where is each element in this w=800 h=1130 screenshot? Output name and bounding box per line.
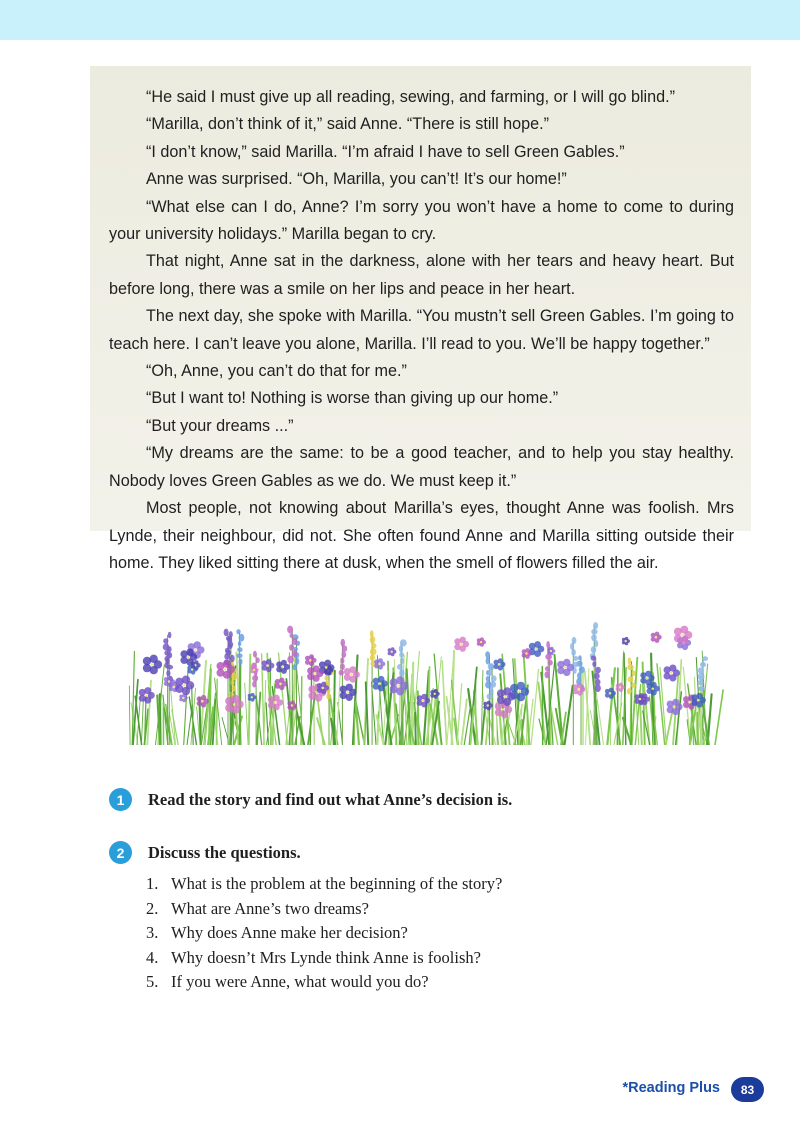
story-paragraph: “My dreams are the same: to be a good teacher, and to help you stay healthy. Nobody loves Green Gables as we do. We must keep it.” [109,444,734,490]
flower-center [609,692,611,694]
task-number-badge: 1 [109,788,132,811]
question-text: Why doesn’t Mrs Lynde think Anne is foolish? [171,947,481,967]
flower-petal [168,652,172,658]
flower-petal [231,673,237,680]
flower-center [279,683,281,685]
flower-petal [287,656,294,664]
flower-petal [237,647,242,652]
flower-petal [326,693,331,700]
grass-blade [715,690,723,745]
flower-petal [251,693,255,697]
flower-petal [281,660,287,666]
flower-center [191,668,193,670]
flower-center [422,699,424,701]
flower-center [291,704,293,706]
flower-center [168,680,170,682]
flower-petal [498,658,503,663]
flower-petal [550,647,554,651]
flower-center [504,696,506,698]
flower-petal [591,629,597,635]
flower-center [460,643,462,645]
flower-petal [279,678,284,683]
flower-petal [378,658,383,663]
flower-petal [230,655,235,663]
flower-petal [488,669,492,676]
flower-petal [287,626,293,634]
flower-petal [236,653,242,658]
flower-petal [252,681,256,688]
flower-center [689,701,691,703]
flower-petal [698,686,704,691]
flower-petal [592,661,596,667]
flower-petal [503,687,511,695]
flower-petal [421,694,427,700]
flower-center [309,659,311,661]
flower-petal [166,658,170,665]
flower-petal [397,664,403,670]
flower-petal [239,658,243,665]
flower-petal [631,683,636,688]
flower-petal [256,657,260,663]
flower-center [639,698,641,700]
flower-petal [632,670,636,676]
flower-petal [232,685,236,691]
flower-petal [400,658,404,664]
flower-petal [595,684,601,692]
question-item [146,897,502,922]
flower-center [619,686,621,688]
task-instruction: Read the story and find out what Anne’s decision is. [148,789,513,809]
flower-petal [223,660,231,668]
flower-petal [487,693,493,699]
flower-center [224,668,226,670]
story-paragraph: “Marilla, don’t think of it,” said Anne. “There is still hope.” [146,115,550,134]
flower-petal [339,670,344,676]
grass-blade [245,683,248,745]
flower-petal [289,644,294,651]
question-number: 1. [146,874,159,893]
flower-petal [168,632,172,639]
flower-petal [573,689,578,694]
flower-center [281,666,283,668]
flower-center [655,636,657,638]
flower-petal [391,647,395,651]
grass-blade [215,678,222,745]
flower-center [480,641,482,643]
flower-petal [700,662,706,667]
story-text [109,84,734,577]
flower-petal [680,626,688,634]
flower-petal [655,632,660,637]
flower-petal [194,660,198,664]
grass-blade [624,653,626,745]
flower-petal [342,651,347,658]
flower-petal [163,638,168,644]
flower-petal [545,671,550,678]
flower-petal [563,659,570,666]
flower-petal [460,637,466,643]
flower-petal [595,667,601,674]
flower-petal [399,645,403,653]
flower-petal [573,656,578,661]
flower-petal [186,648,193,655]
question-item [146,872,502,897]
flower-petal [578,655,582,660]
flower-petal [372,643,377,648]
flower-petal [167,665,174,670]
flower-petal [313,665,320,672]
flower-petal [546,641,550,648]
flower-petal [698,673,705,680]
flower-petal [346,684,353,691]
flower-center [578,688,580,690]
flower-petal [291,700,295,704]
flower-center [535,648,537,650]
flower-petal [227,644,232,649]
flower-center [194,649,196,651]
question-text: What are Anne’s two dreams? [171,898,369,918]
flower-petal [224,629,229,637]
flower-petal [252,675,258,682]
flower-petal [399,652,404,658]
flower-petal [571,649,576,656]
flower-center [502,708,504,710]
flower-center [183,684,185,686]
flower-petal [491,681,496,687]
flower-petal [625,637,629,641]
grass-blade [442,661,446,745]
flower-center [518,690,520,692]
flower-petal [229,631,233,638]
flower-petal [517,682,525,690]
flower-petal [253,651,257,658]
flower-center [253,669,255,671]
flower-petal [253,666,257,670]
flower-petal [266,659,272,665]
flower-petal [324,660,331,667]
flower-center [525,652,527,654]
grass-blade [366,682,368,745]
story-paragraph: “Oh, Anne, you can’t do that for me.” [146,362,407,381]
task-number-badge: 2 [109,841,132,864]
flower-petal [236,629,240,634]
flower-petal [227,637,232,643]
flower-center [379,682,381,684]
question-number: 2. [146,898,159,918]
flower-center [391,651,393,653]
flower-petal [577,683,582,688]
flower-center [625,640,627,642]
flower-petal [640,678,646,684]
flower-petal [702,656,708,661]
flower-center [274,701,276,703]
flower-center [251,696,253,698]
flower-petal [321,682,326,687]
question-item [146,921,502,946]
story-paragraph: “He said I must give up all reading, sewing, and farming, or I will go blind.” [146,88,676,106]
story-paragraph: Most people, not knowing about Marilla’s eyes, thought Anne was foolish. Mrs Lynde, their neighbour, did not. She often found Anne and Marilla sitting outside their home. They liked sitting there at dusk, when the smell of flowers filled the air. [109,499,734,572]
flower-petal [486,657,490,664]
flower-center [681,634,683,636]
wildflower-illustration [90,620,751,745]
flower-center [397,685,399,687]
flower-petal [232,695,240,703]
flower-petal [150,655,158,663]
flower-petal [627,664,634,670]
story-paragraph: “What else can I do, Anne? I’m sorry you won’t have a home to come to during your university holidays.” Marilla began to cry. [109,197,734,244]
question-number: 5. [146,972,159,991]
flower-petal [651,682,657,688]
flower-petal [609,688,614,693]
flower-petal [226,650,232,655]
flower-petal [525,648,530,653]
flower-petal [627,688,632,694]
flower-petal [487,701,491,705]
flower-petal [342,645,347,652]
question-text: What is the problem at the beginning of the story? [171,874,503,893]
flower-petal [591,656,597,661]
flower-petal [370,648,377,655]
flower-petal [674,634,682,642]
flower-center [646,677,648,679]
flower-center [564,666,566,668]
flower-petal [273,695,280,702]
flower-petal [238,641,242,646]
question-number: 4. [146,947,159,967]
flower-petal [396,676,404,684]
grass-blade [487,710,496,745]
flower-center [652,688,654,690]
flower-center [145,694,147,696]
flower-center [173,686,175,688]
flower-petal [144,687,151,694]
task-2 [109,841,301,864]
task-1 [109,788,512,811]
flower-center [314,673,316,675]
flower-petal [340,664,345,670]
flower-petal [591,646,597,653]
top-color-band [0,0,800,40]
grass-blade [129,686,130,745]
flower-petal [349,666,356,673]
flower-petal [168,676,173,681]
flower-center [697,699,699,701]
flower-petal [628,657,632,665]
flower-petal [166,670,170,676]
flower-petal [491,675,497,681]
flower-petal [370,655,375,661]
flower-center [201,700,203,702]
flower-petal [194,641,201,648]
flower-petal [370,636,376,643]
flower-petal [168,646,172,652]
flower-petal [698,680,704,685]
flower-center [487,704,489,706]
grass-blade [415,713,416,745]
flower-center [550,650,552,652]
flower-petal [545,666,550,671]
flower-petal [490,687,494,695]
flower-petal [340,658,344,664]
flower-petal [594,640,598,647]
flower-petal [594,673,600,680]
flower-petal [239,634,245,642]
story-paragraph: “But your dreams ...” [146,416,294,435]
flower-petal [486,676,490,681]
story-paragraph: “But I want to! Nothing is worse than giving up our home.” [146,389,559,408]
question-text: If you were Anne, what would you do? [171,972,429,991]
grass-blade [457,684,462,745]
story-paragraph: The next day, she spoke with Marilla. “You mustn’t sell Green Gables. I’m going to teach here. I can’t leave you alone, Marilla. I’ll read to you. We’ll be happy together.” [109,307,734,353]
flower-petal [593,622,598,629]
flower-petal [488,663,494,670]
flower-petal [696,693,702,699]
question-item [146,946,502,971]
grass-blade [141,698,143,745]
flower-petal [295,658,299,665]
flower-center [350,673,352,675]
flower-petal [292,664,297,670]
flower-petal [645,671,651,677]
task-instruction: Discuss the questions. [148,842,301,862]
flower-petal [628,676,634,682]
flower-petal [325,676,329,681]
story-paragraph: Anne was surprised. “Oh, Marilla, you can’t! It’s our home!” [146,170,567,189]
story-paragraph: That night, Anne sat in the darkness, alone with her tears and heavy heart. But before long, there was a smile on her lips and peace in her heart. [109,252,734,298]
flower-center [434,693,436,695]
flower-petal [619,683,623,687]
grass-blade [217,679,218,745]
flower-petal [378,676,385,683]
flower-petal [534,641,541,648]
grass-blade [461,699,467,745]
story-paragraph: “I don’t know,” said Marilla. “I’m afraid I have to sell Green Gables.” [146,142,625,161]
flower-petal [480,637,484,641]
flower-center [233,703,235,705]
flower-petal [290,633,294,638]
flower-petal [201,695,206,700]
flower-center [498,663,500,665]
flower-petal [309,654,314,659]
flower-center [346,691,348,693]
flower-center [151,663,153,665]
question-text: Why does Anne make her decision? [171,923,408,942]
flower-petal [672,699,679,706]
grass-blade [617,668,618,745]
grass-blade [597,718,598,745]
flower-petal [639,693,644,698]
flower-center [673,706,675,708]
flower-petal [182,676,190,684]
flower-center [321,687,323,689]
flower-center [670,672,672,674]
flower-petal [683,702,689,708]
flower-petal [548,660,553,666]
question-item [146,970,502,995]
flower-center [266,664,268,666]
flower-center [182,697,184,699]
flower-center [187,656,189,658]
flower-petal [669,665,676,672]
flower-petal [292,638,297,645]
flower-petal [292,650,297,657]
grass-blade [394,660,395,746]
question-list [146,872,502,995]
flower-petal [454,644,460,650]
section-label: *Reading Plus [622,1080,720,1096]
flower-petal [434,689,438,693]
flower-petal [399,669,404,676]
page-number-badge: 83 [731,1077,764,1102]
flower-center [378,663,380,665]
flower-center [325,666,327,668]
question-number: 3. [146,923,159,942]
